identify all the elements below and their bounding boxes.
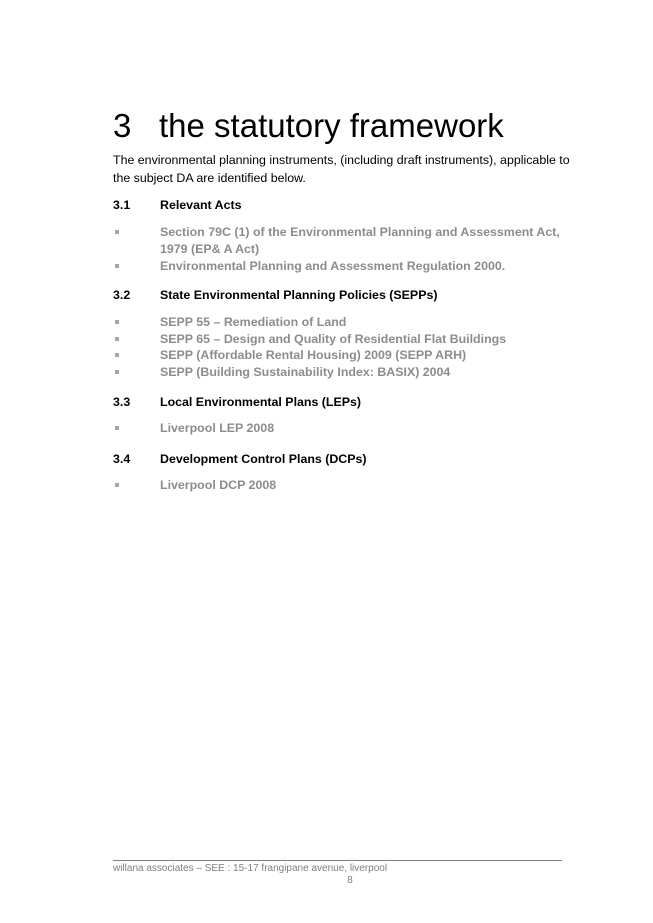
footer-text: willana associates – SEE : 15-17 frangipane avenue, liverpool [113,863,388,874]
section-number: 3.4 [113,452,131,466]
list-item [113,224,573,257]
section-title: Development Control Plans (DCPs) [160,452,367,466]
bullet-square-icon [115,370,119,374]
list-item [113,314,573,331]
list-item [113,364,573,381]
section-heading-sepps [113,287,437,303]
list-item-text: SEPP (Affordable Rental Housing) 2009 (SEPP ARH) [160,348,467,362]
list-item [113,347,573,364]
list-item [113,258,573,275]
list-item-text: SEPP 65 – Design and Quality of Residential Flat Buildings [160,331,507,346]
list-item-text: SEPP 55 – Remediation of Land [160,315,347,329]
bullet-square-icon [115,230,119,234]
relevant-acts-list [113,224,573,275]
list-item [113,331,573,348]
list-item-text: Section 79C (1) of the Environmental Planning and Assessment Act, 1979 (EP& A Act) [160,225,560,256]
chapter-title: the statutory framework [159,107,504,144]
chapter-heading [113,106,504,146]
list-item-text: Liverpool DCP 2008 [160,478,277,492]
bullet-square-icon [115,426,119,430]
bullet-square-icon [115,337,119,341]
section-number: 3.1 [113,198,131,212]
list-item [113,420,573,437]
list-item-text: Liverpool LEP 2008 [160,421,275,435]
chapter-number: 3 [113,107,132,144]
page-number: 8 [347,875,353,886]
section-heading-relevant-acts [113,197,242,213]
section-heading-leps [113,394,361,410]
leps-list [113,420,573,437]
dcps-list [113,477,573,494]
section-title: Local Environmental Plans (LEPs) [160,395,362,409]
section-number: 3.3 [113,395,131,409]
sepps-list [113,314,573,380]
footer-divider [113,860,562,861]
intro-paragraph: The environmental planning instruments, (including draft instruments), applicable to the subject DA are identified below. [113,153,570,185]
list-item-text: SEPP (Building Sustainability Index: BASIX) 2004 [160,364,451,379]
section-title: Relevant Acts [160,198,242,212]
bullet-square-icon [115,353,119,357]
section-heading-dcps [113,451,367,467]
bullet-square-icon [115,320,119,324]
list-item [113,477,573,494]
section-title: State Environmental Planning Policies (SEPPs) [160,288,438,302]
section-number: 3.2 [113,288,131,302]
bullet-square-icon [115,264,119,268]
list-item-text: Environmental Planning and Assessment Regulation 2000. [160,259,506,273]
bullet-square-icon [115,483,119,487]
